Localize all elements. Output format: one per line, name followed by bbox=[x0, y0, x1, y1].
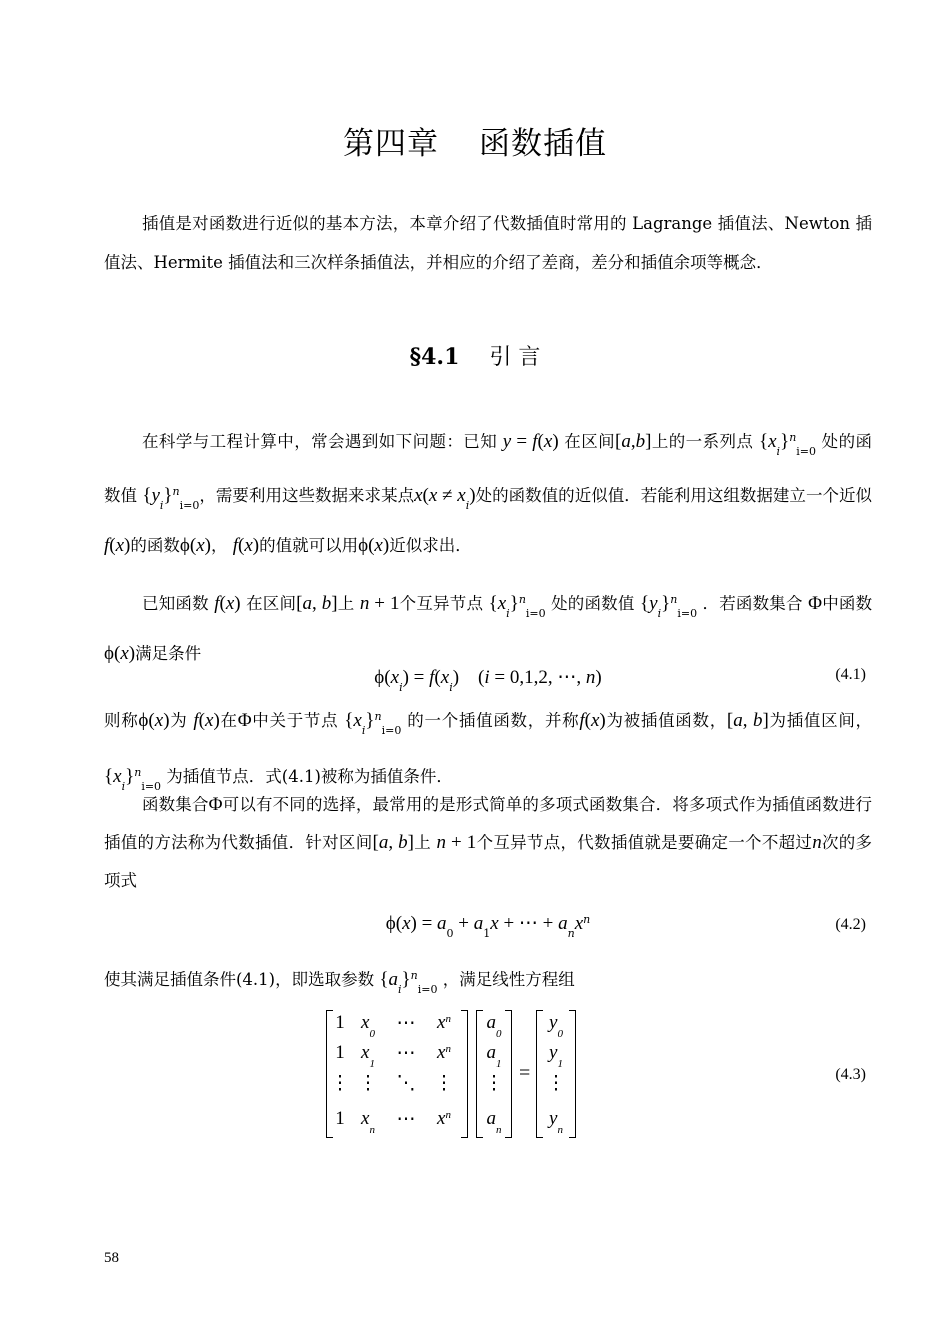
chapter-name: 函数插值 bbox=[479, 126, 607, 162]
text: 处的函数值 bbox=[551, 594, 635, 613]
chapter-title bbox=[0, 118, 950, 163]
text: 上 bbox=[413, 833, 431, 852]
text: 满足条件 bbox=[135, 644, 202, 663]
text: 在区间 bbox=[564, 432, 616, 451]
equation-4-3 bbox=[104, 1058, 872, 1094]
paragraph-5: 使其满足插值条件(4.1)，即选取参数 $\{a_i\}^n_{i=0}$ ，满足线性方程组 bbox=[104, 969, 575, 996]
text: 则称 bbox=[104, 711, 139, 730]
text: 处的函数值 bbox=[104, 432, 872, 505]
intro-paragraph: 插值是对函数进行近似的基本方法，本章介绍了代数插值时常用的 Lagrange 插值法、Newton 插值法、Hermite 插值法和三次样条插值法，并相应的介绍了差商，差分和插值余项等概念． bbox=[104, 214, 872, 272]
text: 的函数 bbox=[130, 536, 180, 555]
text: 上 bbox=[337, 594, 355, 613]
text: 中函数 bbox=[822, 594, 873, 613]
equation-4-1: $\phi(x_i) = f(x_i)$ (i = 0,1,2, ⋯, n) (4.1) bbox=[374, 666, 866, 694]
text: ，满足线性方程组 bbox=[442, 970, 575, 989]
section-number: §4.1 bbox=[409, 344, 460, 370]
equation-label: (4.2) bbox=[835, 916, 866, 933]
text: 可以有不同的选择，最常用的是形式简单的多项式函数集合．将多项式作为插值函数进行插值的方法称为代数插值．针对区间 bbox=[104, 795, 873, 852]
equation-4-2: $\phi(x) = a_0 + a_1x$ + ⋯ + $a_nx^n$ (4.2) bbox=[385, 913, 866, 940]
page-number: 58 bbox=[104, 1250, 119, 1266]
chapter-intro bbox=[104, 204, 872, 282]
text: 次的多项式 bbox=[104, 833, 873, 890]
equation-label: (4.1) bbox=[835, 666, 866, 683]
equation-4-3-matrix: 1 $x_0$ ⋯ $x^n$ 1 $x_1$ ⋯ $x^n$ ⋮ ⋮ ⋱ ⋮ 1 $x_n$ ⋯ $x^n$ $a_0$ $a_1$ ⋮ $a_n$ = $y_0$ $y_1$ ⋮ $y_n$ bbox=[326, 1010, 586, 1138]
coefficient-vector: $a_0$ $a_1$ ⋮ $a_n$ bbox=[476, 1010, 512, 1138]
text: 函数集合 bbox=[142, 795, 209, 814]
text: 已知函数 bbox=[142, 594, 209, 613]
text: 上的一系列点 bbox=[651, 432, 754, 451]
section-title: 引 言 bbox=[489, 345, 541, 370]
text: 使其满足插值条件(4.1)，即选取参数 bbox=[104, 970, 375, 989]
text: 个互异节点，代数插值就是要确定一个不超过 bbox=[476, 833, 813, 852]
text: 为插值节点．式(4.1)被称为插值条件． bbox=[166, 767, 453, 786]
text: ，需要利用这些数据来求某点 bbox=[199, 486, 415, 505]
text: ， bbox=[210, 536, 228, 555]
text: 为插值区间， bbox=[768, 711, 873, 730]
section-heading bbox=[0, 340, 950, 371]
equation-label: (4.3) bbox=[835, 1066, 866, 1083]
paragraph-1: 在科学与工程计算中，常会遇到如下问题：已知 y = f(x) 在区间[a,b]上的一系列点 $\{x_i\}^n_{i=0}$ 处的函数值 $\{y_i\}^n_{i=0}$，需要利用这些数据来求某点$x(x \ne x_i)$处的函数值的近似值．若能利用这组数据建立一个近似 f(x)的函数ϕ(x)， f(x)的值就可以用ϕ(x)近似求出． bbox=[104, 431, 873, 556]
paragraph-4: 函数集合Φ可以有不同的选择，最常用的是形式简单的多项式函数集合．将多项式作为插值函数进行插值的方法称为代数插值．针对区间[a, b]上 n + 1个互异节点，代数插值就是要确定一个不超过n次的多项式 bbox=[104, 794, 873, 890]
paragraph-2: 已知函数 f(x) 在区间[a, b]上 n + 1个互异节点 $\{x_i\}^n_{i=0}$ 处的函数值 $\{y_i\}^n_{i=0}$ ．若函数集合 Φ中函数ϕ(x)满足条件 bbox=[104, 593, 873, 664]
text: 在科学与工程计算中，常会遇到如下问题：已知 bbox=[142, 432, 498, 451]
text: 的值就可以用 bbox=[259, 536, 359, 555]
text: 在区间 bbox=[246, 594, 297, 613]
paragraph-3: 则称ϕ(x)为 f(x)在Φ中关于节点 $\{x_i\}^n_{i=0}$ 的一个插值函数，并称f(x)为被插值函数，[a, b]为插值区间， $\{x_i\}^n_{i=0}$ 为插值节点．式(4.1)被称为插值条件． bbox=[104, 710, 873, 793]
text: 在 bbox=[219, 711, 238, 730]
text: 个互异节点 bbox=[399, 594, 484, 613]
text: 为 bbox=[169, 711, 188, 730]
text: 的一个插值函数，并称 bbox=[407, 711, 580, 730]
chapter-number: 第四章 bbox=[343, 126, 439, 162]
vandermonde-matrix: 1 $x_0$ ⋯ $x^n$ 1 $x_1$ ⋯ $x^n$ ⋮ ⋮ ⋱ ⋮ 1 $x_n$ ⋯ $x^n$ bbox=[326, 1010, 468, 1138]
text: 近似求出． bbox=[389, 536, 472, 555]
text: 为被插值函数， bbox=[605, 711, 727, 730]
text: 处的函数值的近似值．若能利用这组数据建立一个近似 bbox=[475, 486, 873, 505]
text: ．若函数集合 bbox=[702, 594, 803, 613]
value-vector: $y_0$ $y_1$ ⋮ $y_n$ bbox=[536, 1010, 576, 1138]
text: 中关于节点 bbox=[251, 711, 339, 730]
